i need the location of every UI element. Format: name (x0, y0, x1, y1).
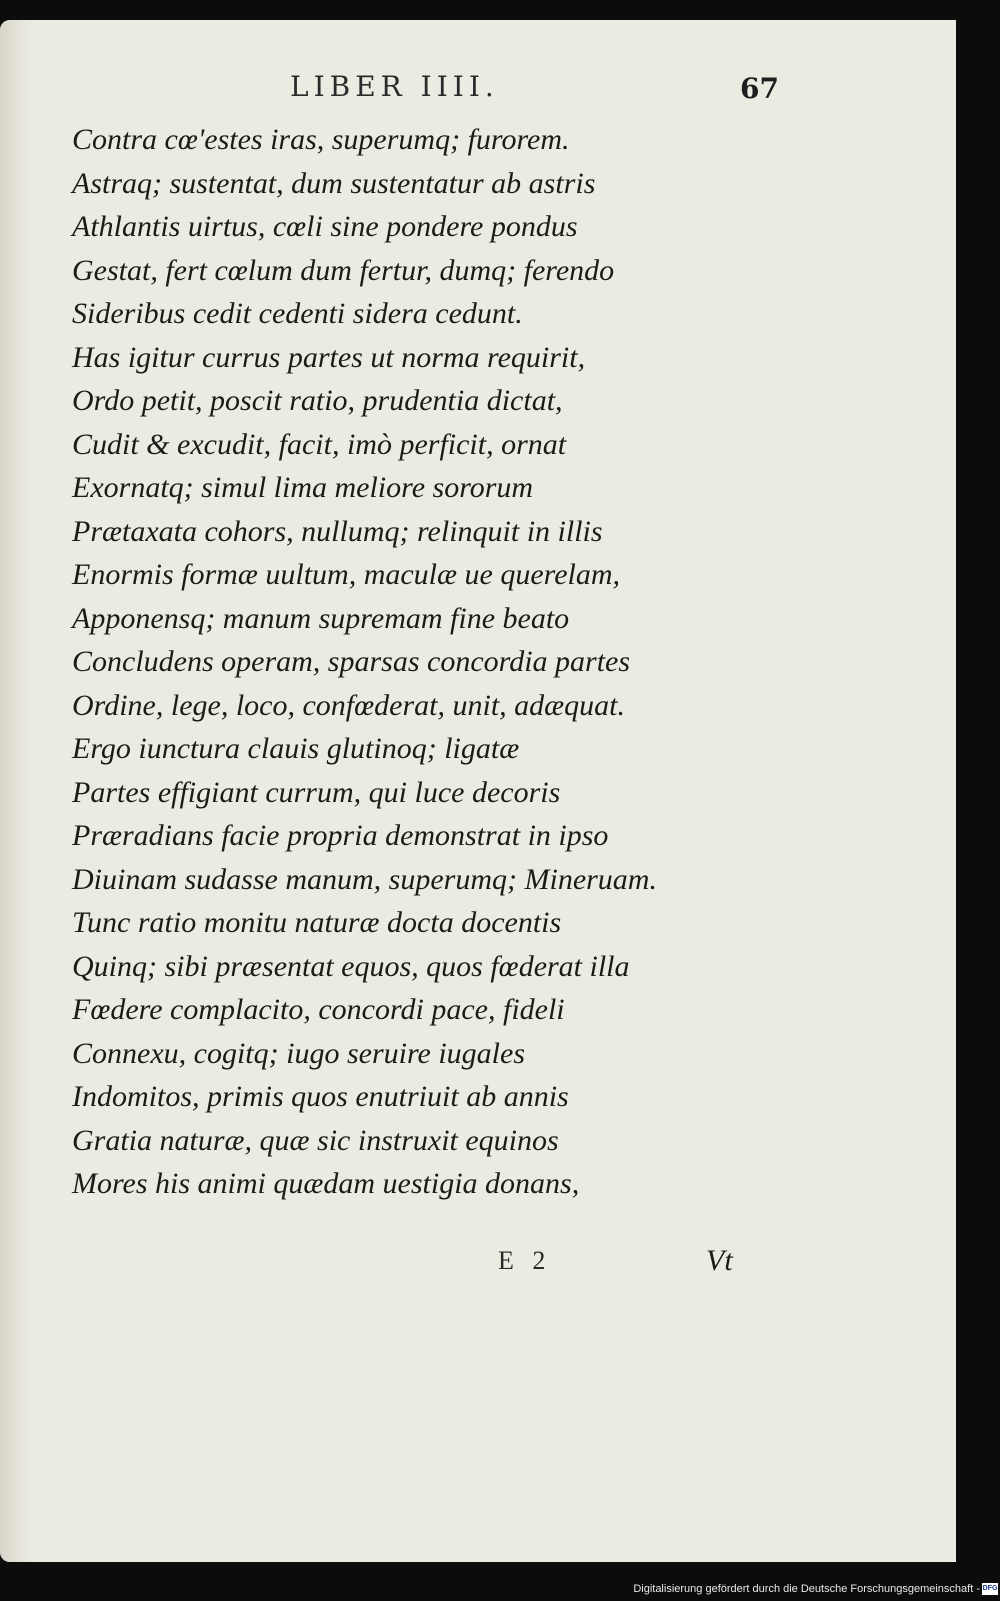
dfg-logo-icon: DFG (982, 1583, 998, 1595)
running-head: LIBER IIII. (290, 70, 499, 103)
book-page (0, 20, 956, 1562)
verse-line: Gratia naturæ, quæ sic instruxit equinos (72, 1123, 559, 1157)
verse-line: Apponensq; manum supremam fine beato (72, 601, 570, 635)
credit-text: Digitalisierung gefördert durch die Deutsche Forschungsgemeinschaft - (633, 1583, 980, 1595)
verse-line: Exornatq; simul lima meliore sororum (72, 471, 534, 504)
verse-line: Prætaxata cohors, nullumq; relinquit in illis (72, 514, 603, 548)
verse-line: Connexu, cogitq; iugo seruire iugales (72, 1036, 525, 1070)
verse-line: Tunc ratio monitu naturæ docta docentis (72, 906, 562, 939)
verse-line: Indomitos, primis quos enutriuit ab annis (72, 1080, 569, 1113)
verse-line: Ergo iunctura clauis glutinoq; ligatæ (72, 732, 520, 765)
signature-mark: E 2 (498, 1246, 552, 1275)
verse-line: Partes effigiant currum, qui luce decoris (72, 775, 561, 809)
verse-line: Cudit & excudit, facit, imò perficit, ornat (72, 427, 567, 461)
verse-line: Quinq; sibi præsentat equos, quos fœderat illa (72, 949, 630, 983)
verse-line: Has igitur currus partes ut norma requirit, (72, 340, 586, 374)
verse-line: Sideribus cedit cedenti sidera cedunt. (72, 297, 523, 330)
verse-line: Contra cœ'estes iras, superumq; furorem. (72, 123, 570, 156)
verse-line: Mores his animi quædam uestigia donans, (72, 1167, 580, 1200)
verse-line: Concludens operam, sparsas concordia partes (72, 645, 631, 678)
page-gutter-shadow (0, 20, 30, 1562)
verse-block (72, 118, 657, 1206)
verse-line: Fœdere complacito, concordi pace, fideli (72, 993, 565, 1026)
verse-line: Præradians facie propria demonstrat in ipso (72, 819, 609, 852)
verse-line: Ordo petit, poscit ratio, prudentia dictat, (72, 384, 563, 417)
verse-line: Gestat, fert cœlum dum fertur, dumq; ferendo (72, 253, 615, 287)
verse-line: Ordine, lege, loco, confœderat, unit, adæquat. (72, 688, 625, 722)
catchword: Vt (706, 1244, 733, 1277)
verse-line: Diuinam sudasse manum, superumq; Mineruam. (72, 862, 657, 896)
verse-line: Astraq; sustentat, dum sustentatur ab astris (72, 166, 596, 200)
page-number: 67 (740, 72, 779, 105)
credit-bar (0, 1571, 1000, 1601)
verse-line: Athlantis uirtus, cœli sine pondere pondus (72, 210, 578, 243)
verse-line: Enormis formæ uultum, maculæ ue querelam, (72, 558, 621, 591)
